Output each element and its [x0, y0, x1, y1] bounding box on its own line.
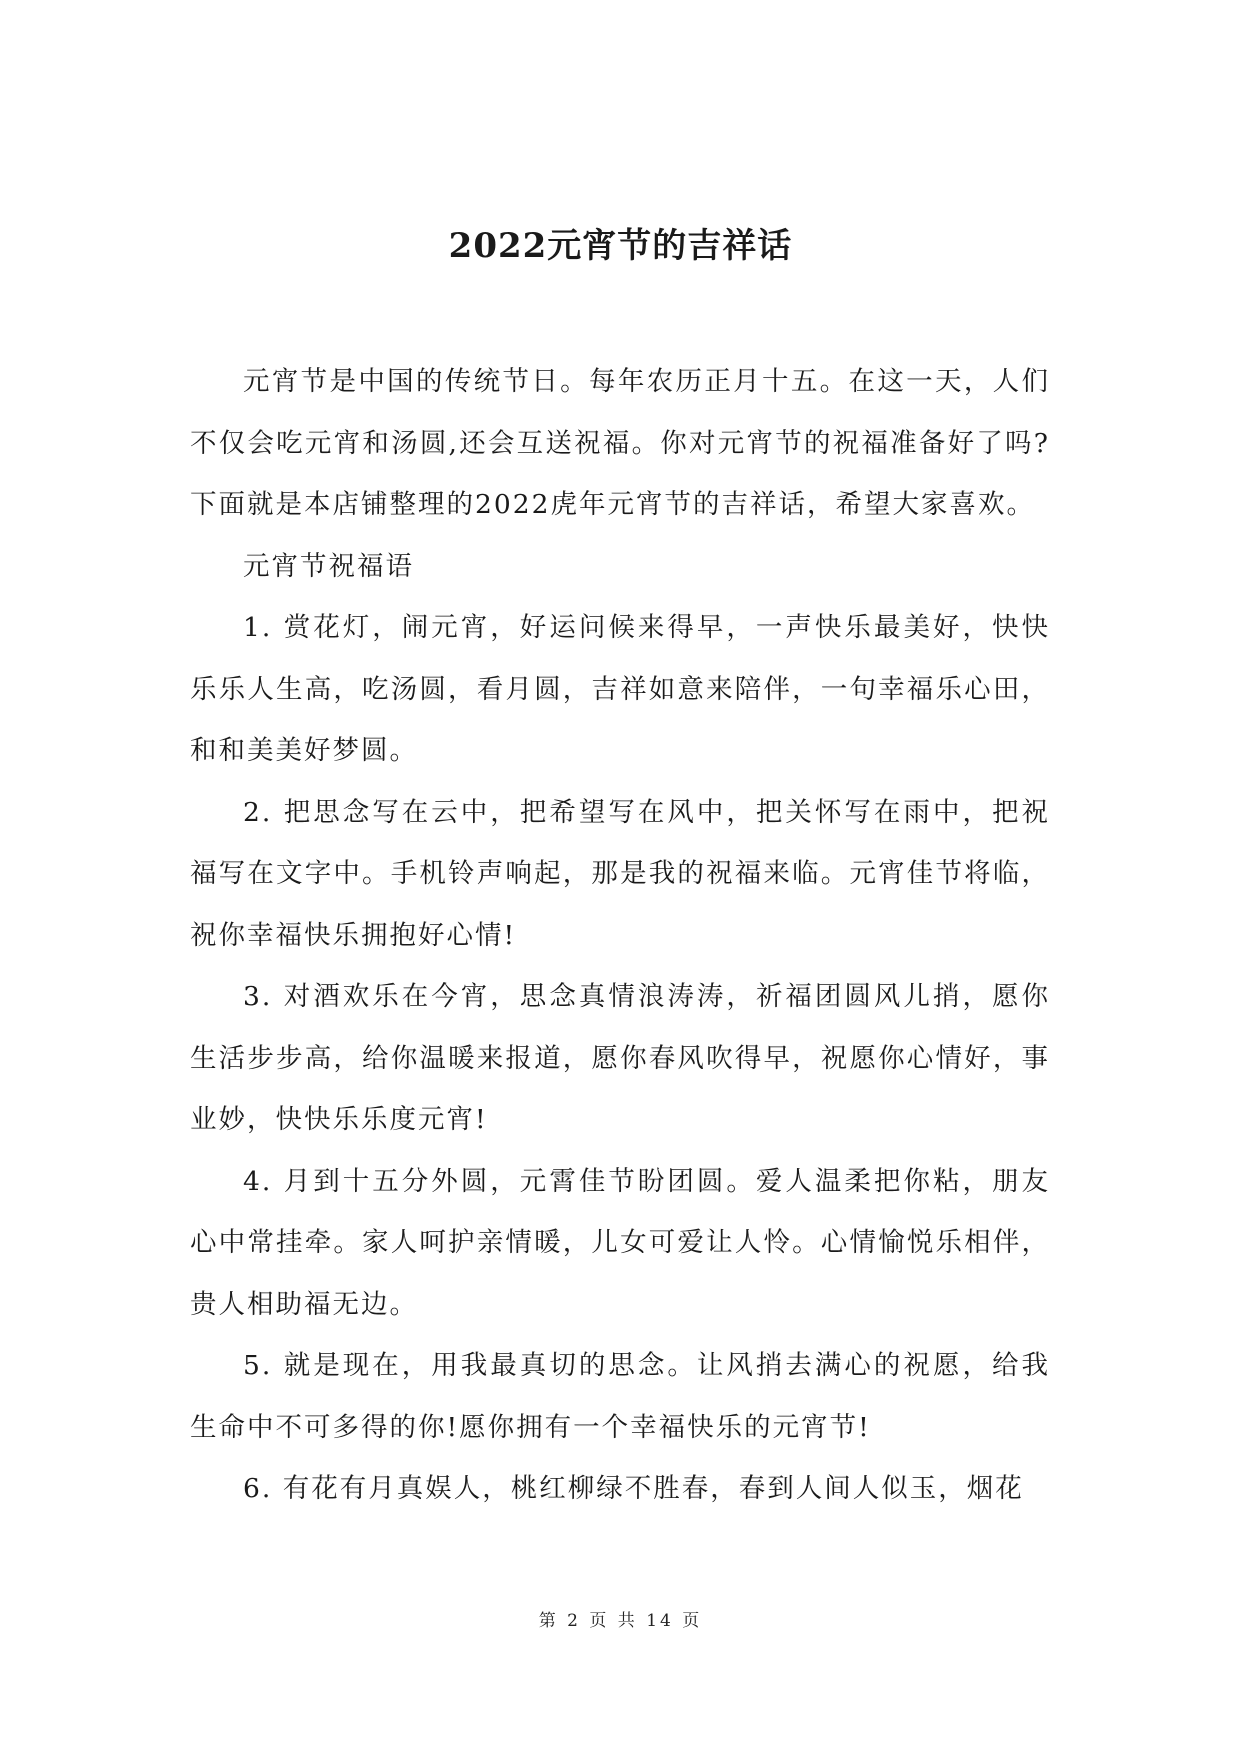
section-heading: 元宵节祝福语 — [243, 550, 414, 582]
blessing-item-5: 5. 就是现在，用我最真切的思念。让风捎去满心的祝愿，给我生命中不可多得的你!愿你拥有一个幸福快乐的元宵节! — [190, 1350, 1050, 1443]
blessing-item-1: 1. 赏花灯，闹元宵，好运问候来得早，一声快乐最美好，快快乐乐人生高，吃汤圆，看月圆，吉祥如意来陪伴，一句幸福乐心田，和和美美好梦圆。 — [190, 612, 1050, 766]
document-body — [190, 351, 1050, 1520]
blessing-item-4: 4. 月到十五分外圆，元霄佳节盼团圆。爱人温柔把你粘，朋友心中常挂牵。家人呵护亲情暖，儿女可爱让人怜。心情愉悦乐相伴，贵人相助福无边。 — [190, 1165, 1050, 1320]
blessing-item-3: 3. 对酒欢乐在今宵，思念真情浪涛涛，祈福团圆风儿捎，愿你生活步步高，给你温暖来报道，愿你春风吹得早，祝愿你心情好，事业妙，快快乐乐度元宵! — [190, 981, 1050, 1135]
page-footer: 第 2 页 共 14 页 — [538, 1611, 703, 1631]
document-title: 2022元宵节的吉祥话 — [448, 226, 793, 266]
intro-paragraph: 元宵节是中国的传统节日。每年农历正月十五。在这一天，人们不仅会吃元宵和汤圆,还会互送祝福。你对元宵节的祝福准备好了吗?下面就是本店铺整理的2022虎年元宵节的吉祥话，希望大家喜欢。 — [190, 366, 1050, 520]
blessing-item-2: 2. 把思念写在云中，把希望写在风中，把关怀写在雨中，把祝福写在文字中。手机铃声响起，那是我的祝福来临。元宵佳节将临，祝你幸福快乐拥抱好心情! — [190, 796, 1050, 951]
blessing-item-6: 6. 有花有月真娱人，桃红柳绿不胜春，春到人间人似玉，烟花 — [243, 1473, 1024, 1504]
